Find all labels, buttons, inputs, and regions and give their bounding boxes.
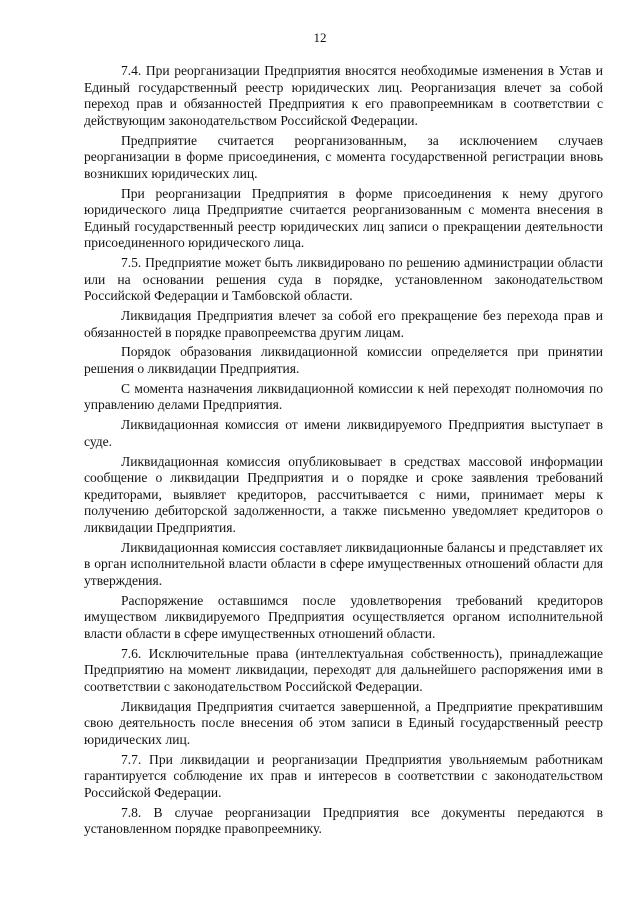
paragraph-7-8: 7.8. В случае реорганизации Предприятия все документы передаются в установленном порядке правопреемнику. [84,804,603,837]
page-number: 12 [313,30,327,45]
paragraph: С момента назначения ликвидационной комиссии к ней переходят полномочия по управлению делами Предприятия. [84,380,603,413]
document-body [84,63,603,841]
paragraph-7-5: 7.5. Предприятие может быть ликвидировано по решению администрации области или на основании решения суда в порядке, установленном законодательством Российской Федерации и Тамбовской области. [84,255,603,304]
paragraph: Ликвидационная комиссия от имени ликвидируемого Предприятия выступает в суде. [84,417,603,449]
paragraph-7-4: 7.4. При реорганизации Предприятия вносятся необходимые изменения в Устав и Единый государственный реестр юридических лиц. Реорганизация влечет за собой переход прав и обязанностей Предприятия к его правопреемникам в соответствии с действующим законодательством Российской Федерации. [84,63,603,128]
paragraph: Порядок образования ликвидационной комиссии определяется при принятии решения о ликвидации Предприятия. [84,344,603,377]
paragraph: Ликвидация Предприятия считается завершенной, а Предприятие прекратившим свою деятельность после внесения об этом записи в Единый государственный реестр юридических лиц. [84,698,603,747]
paragraph: Ликвидационная комиссия опубликовывает в средствах массовой информации сообщение о ликвидации Предприятия и о порядке и сроке заявления требований кредиторами, выявляет кредиторов, рассчитывается с ними, принимает меры к получению дебиторской задолженности, а также письменно уведомляет кредиторов о ликвидации Предприятия. [84,453,603,535]
paragraph: Ликвидационная комиссия составляет ликвидационные балансы и представляет их в орган исполнительной власти области в сфере имущественных отношений области для утверждения. [84,539,603,588]
paragraph-7-7: 7.7. При ликвидации и реорганизации Предприятия увольняемым работникам гарантируется соблюдение их прав и интересов в соответствии с законодательством Российской Федерации. [84,751,603,800]
paragraph: Распоряжение оставшимся после удовлетворения требований кредиторов имуществом ликвидируемого Предприятия осуществляется органом исполнительной власти области в сфере имущественных отношений области. [84,592,603,641]
paragraph: Ликвидация Предприятия влечет за собой его прекращение без перехода прав и обязанностей в порядке правопреемства другим лицам. [84,308,603,340]
paragraph-7-6: 7.6. Исключительные права (интеллектуальная собственность), принадлежащие Предприятию на момент ликвидации, переходят для дальнейшего распоряжения ими в соответствии с законодательством Российской Федерации. [84,645,603,694]
paragraph: Предприятие считается реорганизованным, за исключением случаев реорганизации в форме присоединения, с момента государственной регистрации вновь возникших юридических лиц. [84,132,603,181]
paragraph: При реорганизации Предприятия в форме присоединения к нему другого юридического лица Предприятие считается реорганизованным с момента внесения в Единый государственный реестр юридических лиц записи о прекращении деятельности присоединенного юридического лица. [84,185,603,251]
